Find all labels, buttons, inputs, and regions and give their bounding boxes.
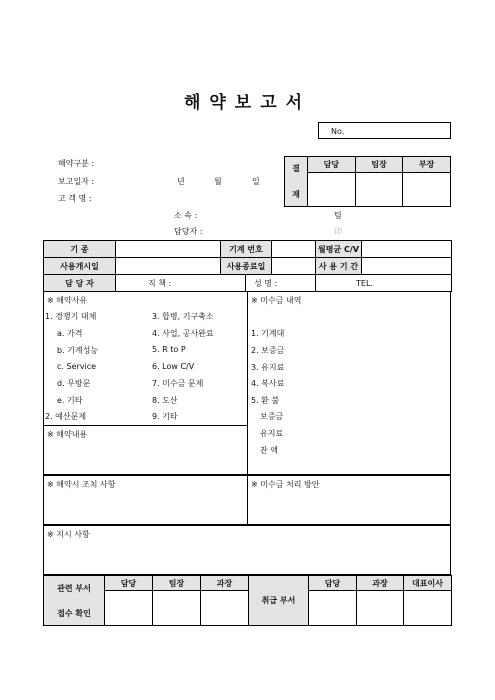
avg-cv-label: 월평균 C/V bbox=[316, 241, 362, 258]
reason-item: 8. 도산 bbox=[152, 396, 178, 405]
approval-col-team-lead: 팀장 bbox=[355, 157, 403, 173]
customer-label: 고 객 명 : bbox=[58, 194, 92, 203]
left-sign-section-chief[interactable] bbox=[201, 591, 249, 626]
reason-item: a. 가격 bbox=[57, 329, 83, 338]
left-col-section-chief: 과장 bbox=[201, 576, 249, 591]
team-label: 팀 bbox=[334, 211, 342, 220]
position-field[interactable]: 직 책 : bbox=[116, 275, 246, 292]
content-field[interactable] bbox=[47, 440, 243, 472]
report-date-label: 보고일자 : bbox=[58, 177, 95, 186]
reason-item: 1. 경쟁기 대체 bbox=[45, 312, 97, 321]
right-col-ceo: 대표이사 bbox=[404, 576, 452, 591]
unpaid-item: 1. 기계대 bbox=[251, 329, 285, 338]
approval-side-label: 결 재 bbox=[285, 157, 308, 207]
content-divider bbox=[43, 425, 248, 426]
handling-dept-label: 취급 부서 bbox=[249, 576, 309, 626]
unpaid-item: 2. 보증금 bbox=[251, 346, 285, 355]
date-day-label: 일 bbox=[252, 177, 260, 186]
right-sign-section-chief[interactable] bbox=[357, 591, 404, 626]
affiliation-label: 소 속 : bbox=[174, 211, 198, 220]
machine-no-field[interactable] bbox=[272, 241, 316, 258]
approval-sign-team-lead[interactable] bbox=[355, 173, 403, 207]
unpaid-item: 유지료 bbox=[260, 429, 284, 438]
related-dept-cell bbox=[44, 576, 105, 626]
right-sign-manager[interactable] bbox=[309, 591, 357, 626]
start-date-field[interactable] bbox=[116, 258, 221, 275]
tel-field[interactable]: TEL. bbox=[316, 275, 452, 292]
left-col-team-lead: 팀장 bbox=[153, 576, 201, 591]
unpaid-plan-heading: ※ 미수금 처리 방안 bbox=[251, 480, 320, 489]
receipt-confirm-label: 접수 확인 bbox=[57, 608, 91, 618]
page-title: 해약보고서 bbox=[183, 93, 312, 113]
document-number-box[interactable] bbox=[318, 122, 451, 139]
unpaid-item: 4. 복사료 bbox=[251, 379, 285, 388]
reason-item: 6. Low C/V bbox=[152, 362, 195, 371]
reason-heading: ※ 해약사유 bbox=[47, 296, 88, 305]
date-month-label: 월 bbox=[214, 177, 222, 186]
instruction-field[interactable] bbox=[47, 542, 447, 572]
unpaid-item: 5. 환 불 bbox=[251, 396, 280, 405]
approval-col-director: 부장 bbox=[403, 157, 451, 173]
model-label: 기 종 bbox=[44, 241, 116, 258]
signature-table bbox=[43, 575, 452, 626]
reason-item: c. Service bbox=[57, 362, 97, 371]
period-field[interactable] bbox=[362, 258, 452, 275]
unpaid-heading: ※ 미수금 내역 bbox=[251, 296, 302, 305]
right-sign-ceo[interactable] bbox=[404, 591, 452, 626]
content-heading: ※ 해약내용 bbox=[47, 430, 88, 439]
section-divider bbox=[247, 291, 248, 475]
info-table bbox=[43, 240, 452, 292]
approval-table bbox=[284, 156, 451, 207]
cancel-type-label: 해약구분 : bbox=[58, 159, 95, 168]
manager-label: 담당자 : bbox=[174, 227, 203, 236]
right-col-manager: 담당 bbox=[309, 576, 357, 591]
left-sign-team-lead[interactable] bbox=[153, 591, 201, 626]
model-field[interactable] bbox=[116, 241, 221, 258]
avg-cv-field[interactable] bbox=[362, 241, 452, 258]
unpaid-item: 보증금 bbox=[260, 412, 284, 421]
reason-item: 2. 예산문제 bbox=[45, 412, 87, 421]
reason-item: 5. R to P bbox=[152, 345, 186, 354]
start-date-label: 사용개시일 bbox=[44, 258, 116, 275]
action-field[interactable] bbox=[47, 492, 243, 522]
reason-item: 4. 사업, 공사완료 bbox=[152, 329, 214, 338]
reason-item: b. 기계성능 bbox=[57, 346, 99, 355]
reason-item: 7. 미수금 문제 bbox=[152, 379, 204, 388]
left-sign-manager[interactable] bbox=[105, 591, 153, 626]
unpaid-item: 3. 유지료 bbox=[251, 363, 285, 372]
end-date-label: 사용종료일 bbox=[221, 258, 272, 275]
period-label: 사 용 기 간 bbox=[316, 258, 362, 275]
approval-col-manager: 담당 bbox=[308, 157, 356, 173]
action-divider bbox=[247, 475, 248, 525]
approval-sign-manager[interactable] bbox=[308, 173, 356, 207]
reason-item: 9. 기타 bbox=[152, 412, 178, 421]
reason-item: 3. 합병, 기구축소 bbox=[152, 312, 214, 321]
left-col-manager: 담당 bbox=[105, 576, 153, 591]
person-label: 담 당 자 bbox=[44, 275, 116, 292]
unpaid-plan-field[interactable] bbox=[251, 492, 447, 522]
instruction-heading: ※ 지시 사항 bbox=[47, 530, 90, 539]
machine-no-label: 기계 번호 bbox=[221, 241, 272, 258]
related-dept-label: 관련 부서 bbox=[57, 583, 91, 593]
reason-item: e. 기타 bbox=[57, 396, 83, 405]
unpaid-item: 잔 액 bbox=[260, 446, 278, 455]
approval-sign-director[interactable] bbox=[403, 173, 451, 207]
seal-mark: 印 bbox=[334, 227, 342, 236]
action-heading: ※ 해약시 조치 사항 bbox=[47, 480, 116, 489]
no-label: No. bbox=[331, 127, 345, 136]
end-date-field[interactable] bbox=[272, 258, 316, 275]
right-col-section-chief: 과장 bbox=[357, 576, 404, 591]
name-field[interactable]: 성 명 : bbox=[246, 275, 316, 292]
date-year-label: 년 bbox=[177, 177, 185, 186]
reason-item: d. 무방문 bbox=[57, 379, 91, 388]
